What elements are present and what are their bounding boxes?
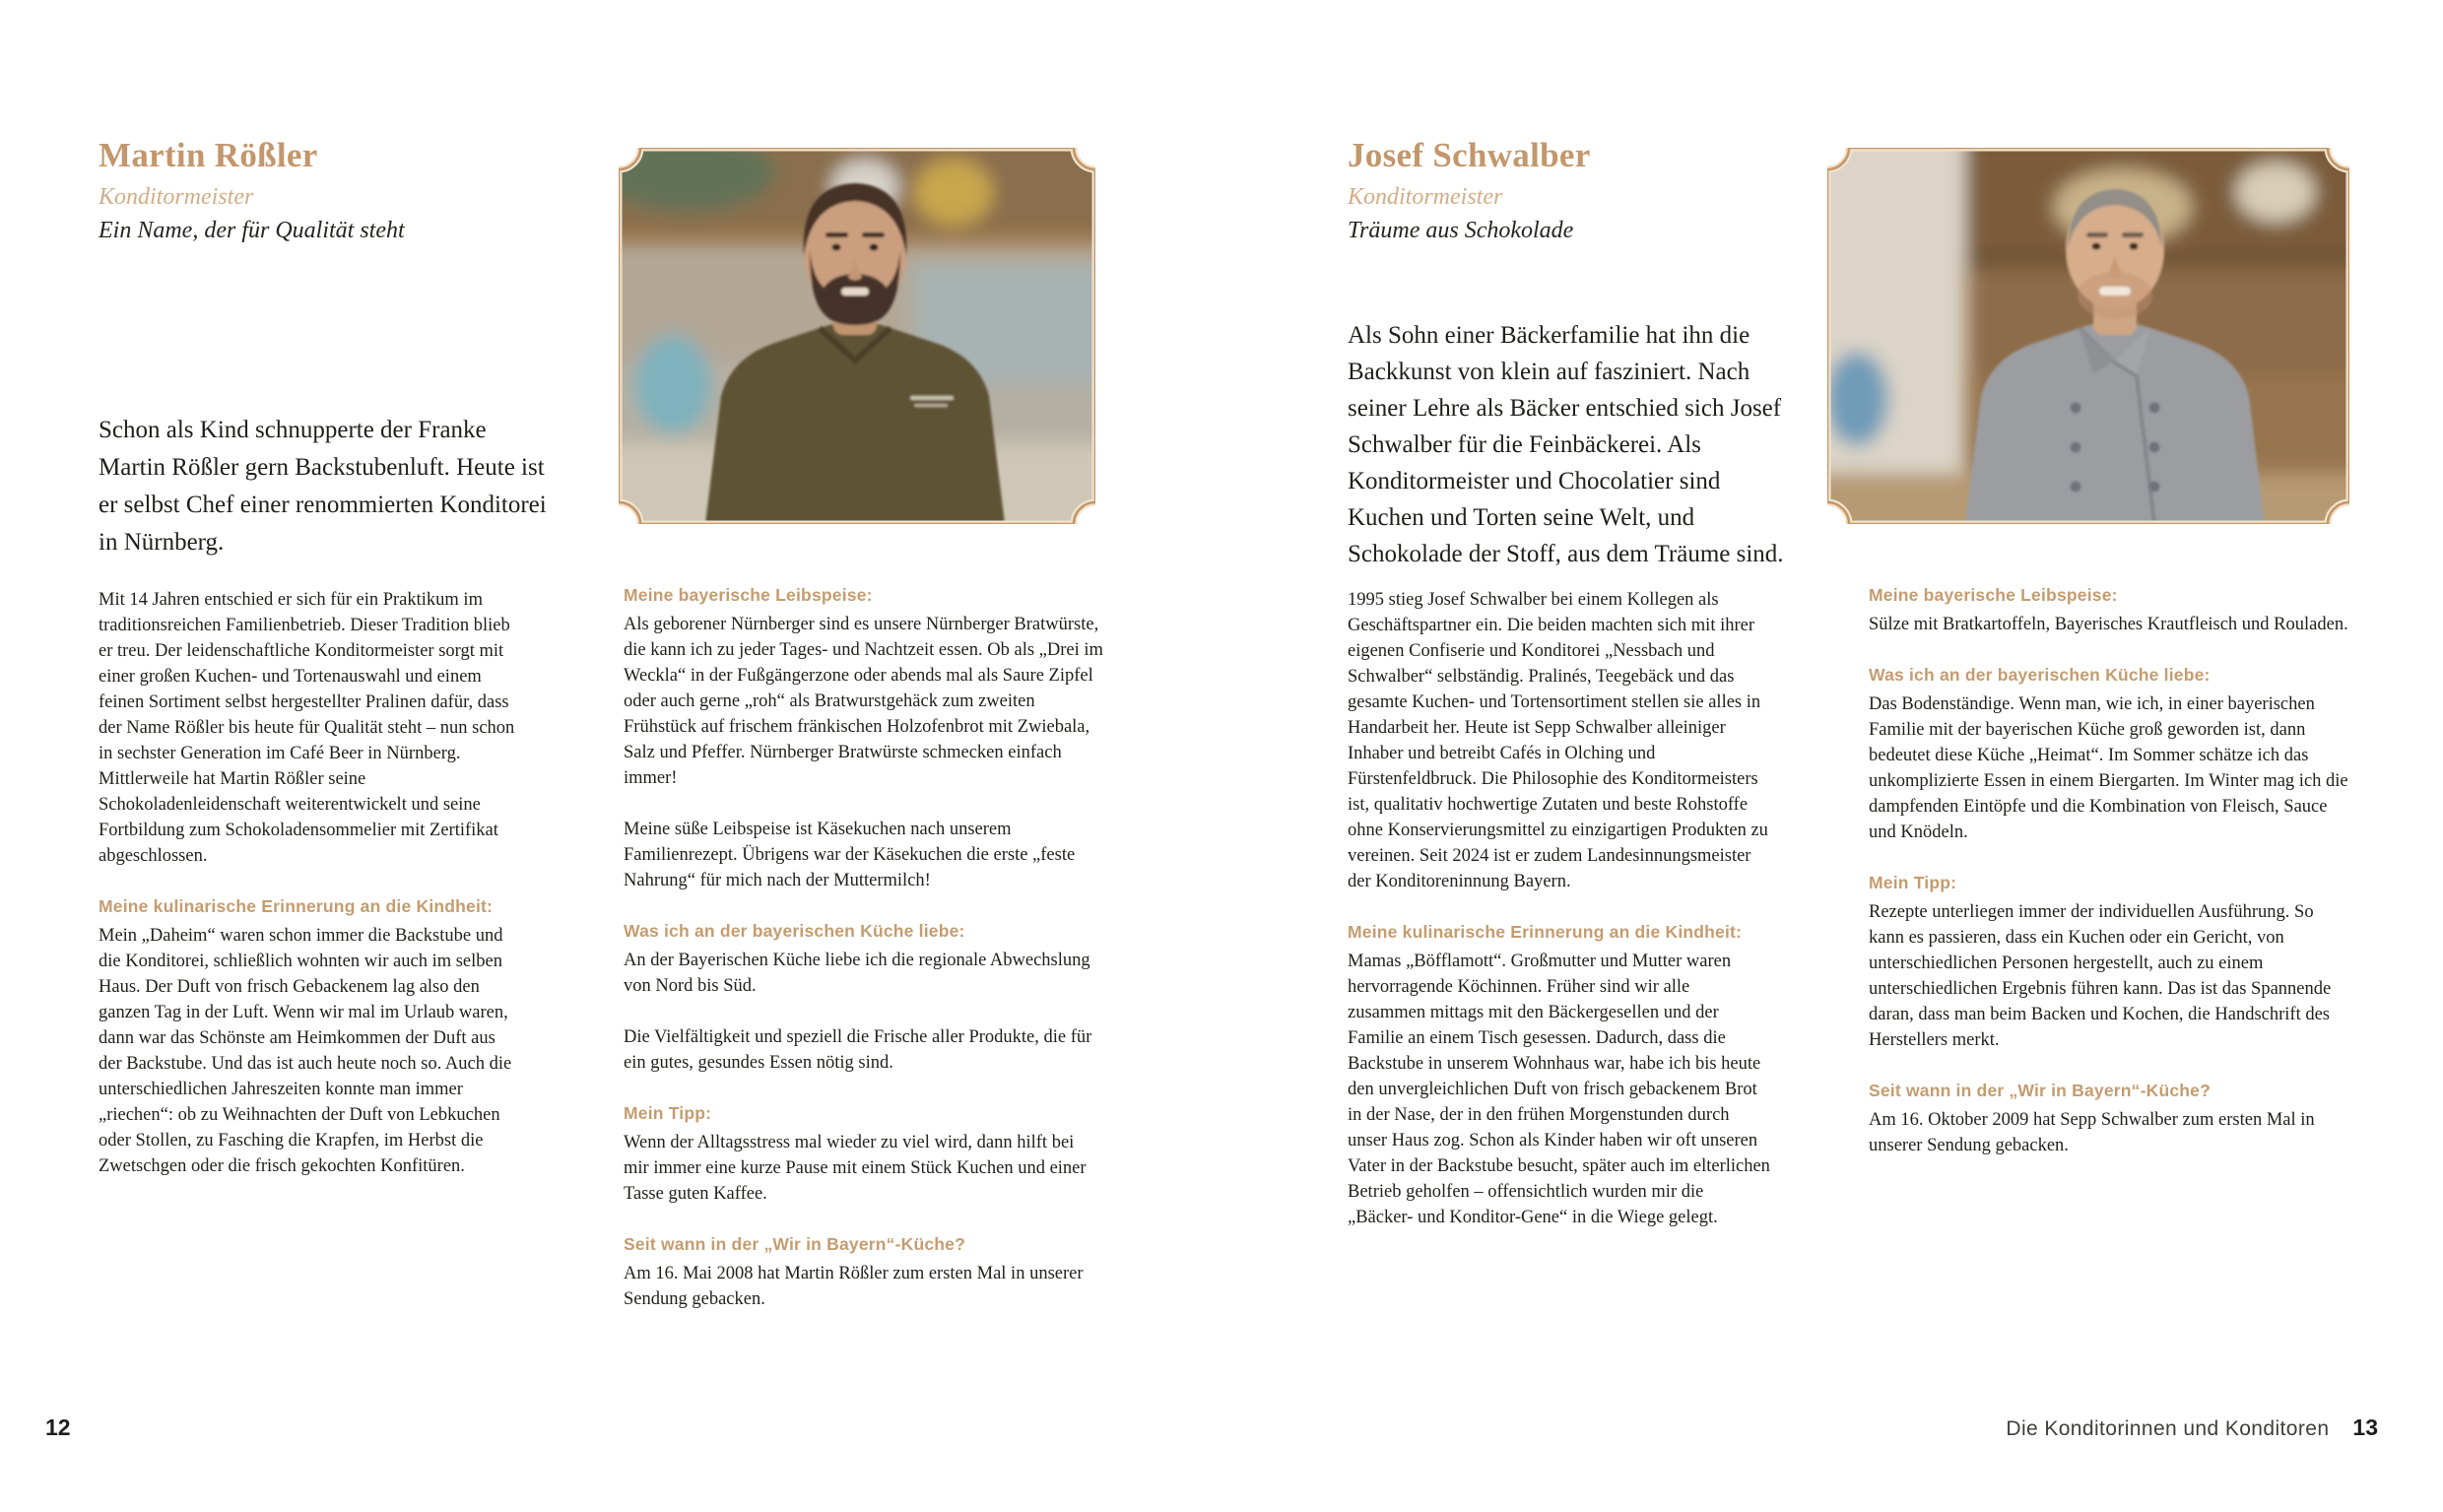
paragraph: Am 16. Mai 2008 hat Martin Rößler zum ersten Mal in unserer Sendung gebacken.	[624, 1264, 1084, 1309]
question-heading: Seit wann in der „Wir in Bayern“-Küche?	[1869, 1081, 2211, 1100]
paragraph: Sülze mit Bratkartoffeln, Bayerisches Krautfleisch und Rouladen.	[1869, 615, 2348, 634]
paragraph: Rezepte unterliegen immer der individuellen Ausführung. So kann es passieren, dass ein Kuchen oder ein Gericht, von unterschiedlichen Personen hergestellt, auch zu einem unterschiedlichen Ergebnis führen kann. Das ist das Spannende daran, dass man beim Backen und Kochen, die Handschrift des Herstellers merkt.	[1869, 902, 2332, 1050]
profile-header-right	[1348, 136, 1860, 243]
question-heading: Meine kulinarische Erinnerung an die Kindheit:	[1348, 922, 1743, 942]
footer-right	[2006, 1415, 2378, 1441]
paragraph: 1995 stieg Josef Schwalber bei einem Kollegen als Geschäftspartner ein. Die beiden machten sich mit ihrer eigenen Confiserie und Konditorei „Nessbach und Schwalber“ selbständig. Pralinés, Teegebäck und das gesamte Kuchen- und Tortensortiment stellen sie alles in Handarbeit her. Heute ist Sepp Schwalber alleiniger Inhaber und betreibt Cafés in Olching und Fürstenfeldbruck. Die Philosophie des Konditormeisters ist, qualitativ hochwertige Zutaten und beste Rohstoffe ohne Konservierungsmittel zu einzigartigen Produkten zu vereinen. Seit 2024 ist er zudem Landesinnungsmeister der Konditoreninnung Bayern.	[1348, 590, 1768, 891]
text-column-right-2	[1869, 583, 2348, 1158]
paragraph: Am 16. Oktober 2009 hat Sepp Schwalber zum ersten Mal in unserer Sendung gebacken.	[1869, 1110, 2315, 1155]
paragraph: Meine süße Leibspeise ist Käsekuchen nach unserem Familienrezept. Übrigens war der Käsekuchen die erste „feste Nahrung“ für mich nach der Muttermilch!	[624, 820, 1076, 890]
page-title: Josef Schwalber	[1348, 136, 1591, 174]
question-heading: Was ich an der bayerischen Küche liebe:	[1869, 665, 2211, 685]
profile-role: Konditormeister	[1348, 184, 1503, 210]
profile-role: Konditormeister	[99, 184, 254, 210]
paragraph: Wenn der Alltagsstress mal wieder zu viel wird, dann hilft bei mir immer eine kurze Pause mit einem Stück Kuchen und einer Tasse guten Kaffee.	[624, 1133, 1087, 1204]
paragraph: Mamas „Böfflamott“. Großmutter und Mutter waren hervorragende Köchinnen. Früher sind wir alle zusammen mittags mit den Bäckergesellen und der Familie an einem Tisch gesessen. Dadurch, dass die Backstube in unserem Wohnhaus war, habe ich bis heute den unvergleichlichen Duft von frisch gebackenem Brot in der Nase, der in den frühen Morgenstunden durch unser Haus zog. Schon als Kinder haben wir oft unseren Vater in der Backstube besucht, später auch im elterlichen Betrieb geholfen – offensichtlich wurden mir die „Bäcker- und Konditor-Gene“ in die Wiege gelegt.	[1348, 952, 1770, 1227]
question-heading: Mein Tipp:	[624, 1103, 712, 1123]
page-number-right: 13	[2352, 1414, 2378, 1440]
profile-tagline: Ein Name, der für Qualität steht	[99, 218, 405, 243]
jacket-embroidery	[910, 396, 954, 400]
page-number-left: 12	[45, 1414, 71, 1440]
section-title: Die Konditorinnen und Konditoren	[2006, 1417, 2330, 1440]
paragraph: Die Vielfältigkeit und speziell die Frische aller Produkte, die für ein gutes, gesundes Essen nötig sind.	[624, 1027, 1092, 1073]
page-title: Martin Rößler	[99, 136, 318, 174]
portrait-photo-josef	[1827, 148, 2349, 524]
paragraph: Mit 14 Jahren entschied er sich für ein Praktikum im traditionsreichen Familienbetrieb. Dieser Tradition blieb er treu. Der leidenschaftliche Konditormeister sorgt mit einer großen Kuchen- und Tortenauswahl und einem feinen Sortiment selbst hergestellter Pralinen dafür, dass der Name Rößler bis heute für Qualität steht – nun schon in sechster Generation im Café Beer in Nürnberg. Mittlerweile hat Martin Rößler seine Schokoladenleidenschaft weiterentwickelt und seine Fortbildung zum Schokoladensommelier mit Zertifikat abgeschlossen.	[99, 590, 515, 866]
question-heading: Meine bayerische Leibspeise:	[624, 585, 873, 605]
text-column-right-1	[1348, 587, 1771, 1230]
question-heading: Mein Tipp:	[1869, 873, 1957, 892]
paragraph: Als geborener Nürnberger sind es unsere Nürnberger Bratwürste, die kann ich zu jeder Tages- und Nachtzeit essen. Ob als „Drei im Weckla“ in der Fußgängerzone oder abends mal als Saure Zipfel oder auch gerne „roh“ als Bratwurstgehäck zum zweiten Frühstück auf frischem fränkischen Holzofenbrot mit Zwiebala, Salz und Pfeffer. Nürnberger Bratwürste schmecken einfach immer!	[624, 615, 1103, 788]
question-heading: Seit wann in der „Wir in Bayern“-Küche?	[624, 1234, 965, 1254]
text-column-left-2	[624, 583, 1103, 1312]
paragraph: Das Bodenständige. Wenn man, wie ich, in einer bayerischen Familie mit der bayerischen Küche groß geworden ist, dann bedeutet diese Küche „Heimat“. Im Sommer schätze ich das unkomplizierte Essen in einem Biergarten. Im Winter mag ich die dampfenden Eintöpfe und die Kombination von Fleisch, Sauce und Knödeln.	[1869, 694, 2348, 842]
paragraph: Mein „Daheim“ waren schon immer die Backstube und die Konditorei, schließlich wohnten wir auch im selben Haus. Der Duft von frisch Gebackenem lag also den ganzen Tag in der Luft. Wenn wir mal im Urlaub waren, dann war das Schönste am Heimkommen der Duft aus der Backstube. Und das ist auch heute noch so. Auch die unterschiedlichen Jahreszeiten konnte man immer „riechen“: ob zu Weihnachten der Duft von Lebkuchen oder Stollen, zu Fasching die Krapfen, im Herbst die Zwetschgen oder die frisch gekochten Konfitüren.	[99, 926, 512, 1176]
question-heading: Was ich an der bayerischen Küche liebe:	[624, 921, 965, 941]
intro-paragraph: Als Sohn einer Bäckerfamilie hat ihn die Backkunst von klein auf fasziniert. Nach seiner Lehre als Bäcker entschied sich Josef Schwalber für die Feinbäckerei. Als Konditormeister und Chocolatier sind Kuchen und Torten seine Welt, und Schokolade der Stoff, aus dem Träume sind.	[1348, 322, 1784, 567]
profile-tagline: Träume aus Schokolade	[1348, 218, 1574, 243]
question-heading: Meine bayerische Leibspeise:	[1869, 585, 2118, 605]
portrait-photo-martin	[619, 148, 1095, 524]
profile-header-left	[99, 136, 611, 243]
paragraph: An der Bayerischen Küche liebe ich die regionale Abwechslung von Nord bis Süd.	[624, 951, 1090, 996]
intro-paragraph: Schon als Kind schnupperte der Franke Martin Rößler gern Backstubenluft. Heute ist er selbst Chef einer renommierten Konditorei in Nürnberg.	[99, 417, 547, 556]
text-column-left-1	[99, 587, 522, 1179]
question-heading: Meine kulinarische Erinnerung an die Kindheit:	[99, 896, 494, 916]
